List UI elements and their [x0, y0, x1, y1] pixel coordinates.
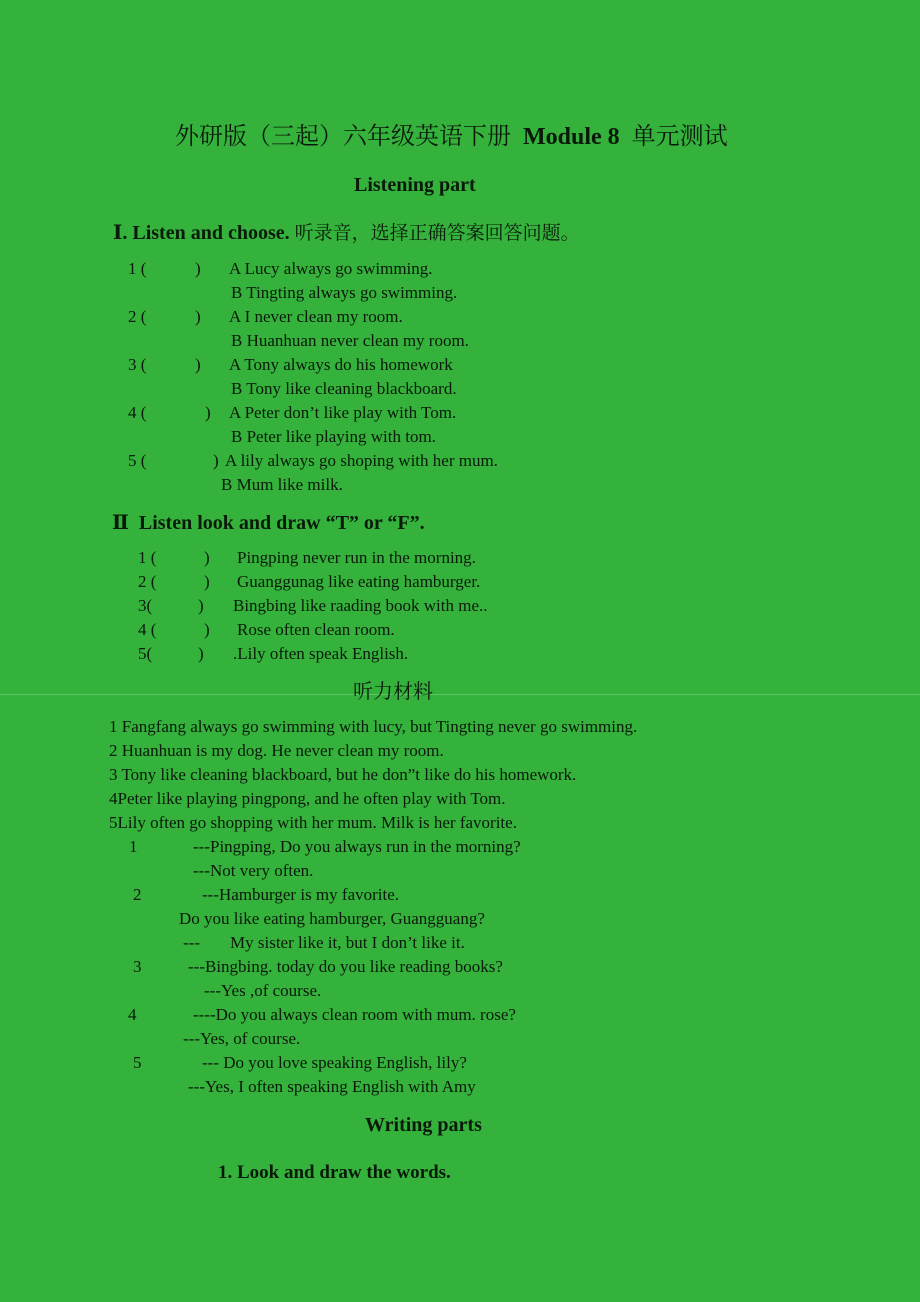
section1-heading: [113, 221, 580, 245]
option-b: B Mum like milk.: [221, 475, 343, 494]
dialogue-number: 4: [128, 1005, 137, 1024]
answer-blank[interactable]: ): [213, 451, 219, 470]
dialogue-number: 1: [129, 837, 138, 856]
statement: .Lily often speak English.: [233, 644, 409, 663]
question-number: 4 (: [138, 620, 157, 639]
option-b: B Tingting always go swimming.: [231, 283, 458, 302]
dialogue-number: 2: [133, 885, 142, 904]
option-a: A lily always go shoping with her mum.: [225, 451, 498, 470]
dialogue-line: ---Pingping, Do you always run in the morning?: [193, 837, 521, 856]
dialogue-line: ---Bingbing. today do you like reading books?: [188, 957, 503, 976]
dialogue-line: --- Do you love speaking English, lily?: [202, 1053, 467, 1072]
answer-blank[interactable]: ): [195, 259, 201, 278]
statement: Rose often clean room.: [237, 620, 395, 639]
dialogue-line: Do you like eating hamburger, Guangguang?: [179, 909, 485, 928]
answer-blank[interactable]: ): [205, 403, 211, 422]
divider: [0, 694, 920, 695]
answer-blank[interactable]: ): [204, 620, 210, 639]
answer-blank[interactable]: ): [204, 572, 210, 591]
question-number: 3 (: [128, 355, 147, 374]
question-number: 5 (: [128, 451, 147, 470]
answer-blank[interactable]: ): [195, 307, 201, 326]
option-a: A Peter don’t like play with Tom.: [229, 403, 457, 422]
dialogue-line: ---Yes ,of course.: [204, 981, 322, 1000]
title-module: Module 8: [523, 124, 620, 150]
question-number: 1 (: [128, 259, 147, 278]
dialogue-line: ---Not very often.: [193, 861, 314, 880]
material-line: 5Lily often go shopping with her mum. Milk is her favorite.: [109, 813, 517, 832]
materials-heading: 听力材料: [353, 679, 433, 703]
answer-blank[interactable]: ): [195, 355, 201, 374]
material-line: 3 Tony like cleaning blackboard, but he don”t like do his homework.: [109, 765, 577, 784]
question-number: 1 (: [138, 548, 157, 567]
dialogue-line: ---Hamburger is my favorite.: [202, 885, 400, 904]
question-number: 2 (: [138, 572, 157, 591]
heading-en: Listen look and draw “T” or “F”.: [138, 512, 425, 534]
dialogue-line: My sister like it, but I don’t like it.: [230, 933, 465, 952]
page-title: [175, 121, 728, 152]
dialogue-line: ----Do you always clean room with mum. rose?: [193, 1005, 516, 1024]
material-line: 1 Fangfang always go swimming with lucy, but Tingting never go swimming.: [109, 717, 638, 736]
statement: Pingping never run in the morning.: [237, 548, 476, 567]
option-b: B Tony like cleaning blackboard.: [231, 379, 457, 398]
numeral: Ⅱ: [112, 512, 129, 534]
question-number: 5(: [138, 644, 153, 663]
writing-heading: Writing parts: [365, 1114, 482, 1136]
option-b: B Peter like playing with tom.: [231, 427, 436, 446]
option-a: A Lucy always go swimming.: [229, 259, 433, 278]
question-number: 4 (: [128, 403, 147, 422]
numeral: Ⅰ: [113, 222, 123, 244]
material-line: 2 Huanhuan is my dog. He never clean my room.: [109, 741, 444, 760]
dialogue-line: ---Yes, I often speaking English with Amy: [188, 1077, 476, 1096]
answer-blank[interactable]: ): [198, 596, 204, 615]
section2-heading: [112, 511, 425, 535]
statement: Guanggunag like eating hamburger.: [237, 572, 481, 591]
answer-blank[interactable]: ): [204, 548, 210, 567]
title-suffix: 单元测试: [631, 122, 728, 150]
question-number: 3(: [138, 596, 153, 615]
heading-cn: 听录音，选择正确答案回答问题。: [294, 222, 580, 244]
writing-question-1: 1. Look and draw the words.: [218, 1162, 451, 1183]
listening-heading: Listening part: [354, 174, 476, 196]
dialogue-dash: ---: [183, 933, 200, 952]
heading-en: . Listen and choose.: [122, 222, 290, 244]
dialogue-line: ---Yes, of course.: [183, 1029, 301, 1048]
dialogue-number: 5: [133, 1053, 142, 1072]
dialogue-number: 3: [133, 957, 142, 976]
material-line: 4Peter like playing pingpong, and he often play with Tom.: [109, 789, 506, 808]
option-b: B Huanhuan never clean my room.: [231, 331, 469, 350]
option-a: A Tony always do his homework: [229, 355, 453, 374]
title-cn: 外研版（三起）六年级英语下册: [175, 122, 511, 150]
question-number: 2 (: [128, 307, 147, 326]
statement: Bingbing like raading book with me..: [233, 596, 488, 615]
option-a: A I never clean my room.: [229, 307, 403, 326]
answer-blank[interactable]: ): [198, 644, 204, 663]
